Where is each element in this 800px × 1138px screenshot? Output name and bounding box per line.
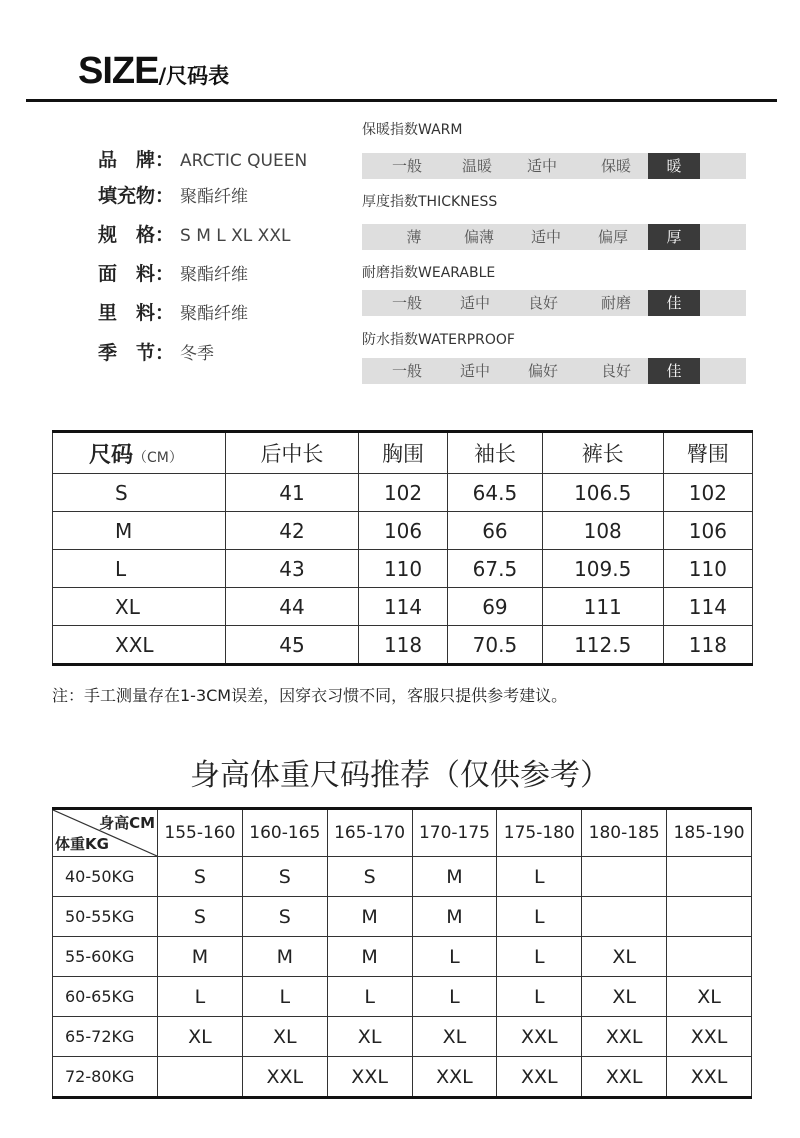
- size-cell: [667, 937, 752, 977]
- header-unit: （CM）: [133, 449, 183, 466]
- table-row: [53, 1017, 752, 1057]
- size-cell: XL: [582, 937, 667, 977]
- weight-cell: 40-50KG: [53, 857, 158, 897]
- size-cell: XXL: [327, 1057, 412, 1098]
- size-cell: S: [158, 897, 243, 937]
- index-level: 适中: [459, 294, 490, 312]
- index-level: 适中: [459, 362, 490, 380]
- corner-label-height: 身高CM: [99, 814, 155, 832]
- size-cell: XL: [667, 977, 752, 1017]
- header-cell-size: [53, 432, 226, 474]
- height-header: 170-175: [412, 809, 497, 857]
- size-cell: XL: [327, 1017, 412, 1057]
- info-value: 聚酯纤维: [180, 304, 249, 324]
- size-cell: XXL: [667, 1057, 752, 1098]
- index-label-waterproof: 防水指数WATERPROOF: [362, 332, 515, 348]
- corner-label-weight: 体重KG: [55, 835, 109, 853]
- index-bar-waterproof: [362, 358, 746, 384]
- value-cell: 42: [226, 512, 359, 550]
- info-key: 品 牌：: [98, 149, 175, 171]
- size-cell: [667, 897, 752, 937]
- table-row: [53, 550, 753, 588]
- index-level: 保暖: [600, 157, 631, 175]
- height-header: 155-160: [158, 809, 243, 857]
- size-cell: S: [242, 897, 327, 937]
- size-cell: XXL: [497, 1057, 582, 1098]
- index-level: 一般: [391, 157, 422, 175]
- size-cell: XL: [242, 1017, 327, 1057]
- index-level: 适中: [530, 228, 561, 246]
- title-main: SIZE: [78, 50, 159, 92]
- weight-cell: 65-72KG: [53, 1017, 158, 1057]
- value-cell: 64.5: [448, 474, 543, 512]
- index-level-selected: 暖: [648, 153, 700, 179]
- size-cell: XXL: [412, 1057, 497, 1098]
- index-level-selected: 厚: [648, 224, 700, 250]
- info-lining: [98, 298, 248, 325]
- info-key: 填充物：: [98, 185, 175, 207]
- table-row: [53, 977, 752, 1017]
- size-cell: S: [53, 474, 226, 512]
- table-row: [53, 937, 752, 977]
- table-header-row: [53, 809, 752, 857]
- value-cell: 112.5: [542, 626, 663, 665]
- size-cell: L: [53, 550, 226, 588]
- header-cell: 后中长: [226, 432, 359, 474]
- recommend-table: [52, 807, 752, 1099]
- size-cell: L: [242, 977, 327, 1017]
- size-cell: L: [327, 977, 412, 1017]
- index-bar-thickness: [362, 224, 746, 250]
- header-cell: 裤长: [542, 432, 663, 474]
- header-cell: 胸围: [358, 432, 447, 474]
- size-cell: S: [242, 857, 327, 897]
- value-cell: 111: [542, 588, 663, 626]
- size-cell: L: [412, 937, 497, 977]
- value-cell: 44: [226, 588, 359, 626]
- value-cell: 67.5: [448, 550, 543, 588]
- size-cell: M: [242, 937, 327, 977]
- index-level: 良好: [600, 362, 631, 380]
- title-sub: /尺码表: [158, 64, 230, 88]
- index-level-selected: 佳: [648, 358, 700, 384]
- info-spec: [98, 220, 290, 247]
- index-level: 一般: [391, 294, 422, 312]
- size-cell: [582, 897, 667, 937]
- measurement-note: 注：手工测量存在1-3CM误差，因穿衣习惯不同，客服只提供参考建议。: [52, 686, 568, 705]
- value-cell: 66: [448, 512, 543, 550]
- size-cell: XXL: [667, 1017, 752, 1057]
- header-cell: 臀围: [663, 432, 752, 474]
- table-row: [53, 857, 752, 897]
- value-cell: 110: [358, 550, 447, 588]
- size-cell: XXL: [582, 1017, 667, 1057]
- size-cell: [158, 1057, 243, 1098]
- size-cell: S: [158, 857, 243, 897]
- index-level: 良好: [527, 294, 558, 312]
- weight-cell: 55-60KG: [53, 937, 158, 977]
- index-level: 薄: [406, 228, 422, 246]
- size-cell: XL: [412, 1017, 497, 1057]
- size-cell: XXL: [53, 626, 226, 665]
- table-row: [53, 1057, 752, 1098]
- value-cell: 45: [226, 626, 359, 665]
- size-cell: L: [497, 897, 582, 937]
- index-level: 耐磨: [600, 294, 631, 312]
- value-cell: 118: [358, 626, 447, 665]
- size-cell: M: [327, 897, 412, 937]
- index-label-wearable: 耐磨指数WEARABLE: [362, 265, 496, 281]
- info-value: S M L XL XXL: [180, 226, 291, 246]
- table-row: [53, 897, 752, 937]
- size-cell: L: [497, 937, 582, 977]
- index-level: 偏薄: [463, 228, 494, 246]
- index-bar-wearable: [362, 290, 746, 316]
- size-table: [52, 430, 753, 666]
- size-cell: XL: [582, 977, 667, 1017]
- height-header: 180-185: [582, 809, 667, 857]
- info-value: 冬季: [180, 344, 215, 364]
- value-cell: 102: [358, 474, 447, 512]
- size-cell: XXL: [582, 1057, 667, 1098]
- height-header: 165-170: [327, 809, 412, 857]
- index-level: 偏厚: [597, 228, 628, 246]
- info-filling: [98, 181, 248, 208]
- index-label-warm: 保暖指数WARM: [362, 122, 463, 138]
- info-shell: [98, 259, 248, 286]
- weight-cell: 60-65KG: [53, 977, 158, 1017]
- index-level: 温暖: [461, 157, 492, 175]
- height-header: 160-165: [242, 809, 327, 857]
- size-cell: L: [158, 977, 243, 1017]
- info-key: 季 节：: [98, 342, 175, 364]
- info-value: ARCTIC QUEEN: [180, 151, 308, 171]
- size-cell: M: [158, 937, 243, 977]
- info-key: 规 格：: [98, 224, 175, 246]
- info-season: [98, 338, 214, 365]
- table-header-row: [53, 432, 753, 474]
- value-cell: 114: [358, 588, 447, 626]
- table-row: [53, 512, 753, 550]
- weight-cell: 72-80KG: [53, 1057, 158, 1098]
- value-cell: 106: [663, 512, 752, 550]
- size-cell: L: [412, 977, 497, 1017]
- size-cell: L: [497, 857, 582, 897]
- value-cell: 43: [226, 550, 359, 588]
- index-level: 偏好: [527, 362, 558, 380]
- height-header: 175-180: [497, 809, 582, 857]
- size-cell: XL: [158, 1017, 243, 1057]
- table-row: [53, 474, 753, 512]
- size-cell: [667, 857, 752, 897]
- size-cell: M: [53, 512, 226, 550]
- value-cell: 106: [358, 512, 447, 550]
- size-cell: M: [327, 937, 412, 977]
- info-key: 里 料：: [98, 302, 175, 324]
- size-cell: XXL: [242, 1057, 327, 1098]
- size-cell: XXL: [497, 1017, 582, 1057]
- info-value: 聚酯纤维: [180, 265, 249, 285]
- index-level: 适中: [526, 157, 557, 175]
- size-cell: M: [412, 857, 497, 897]
- info-key: 面 料：: [98, 263, 175, 285]
- size-cell: S: [327, 857, 412, 897]
- size-cell: XL: [53, 588, 226, 626]
- page-title: [78, 50, 229, 93]
- header-cell: 袖长: [448, 432, 543, 474]
- info-value: 聚酯纤维: [180, 187, 249, 207]
- title-divider: [26, 99, 777, 102]
- value-cell: 109.5: [542, 550, 663, 588]
- value-cell: 118: [663, 626, 752, 665]
- table-row: [53, 626, 753, 665]
- value-cell: 41: [226, 474, 359, 512]
- size-cell: L: [497, 977, 582, 1017]
- value-cell: 110: [663, 550, 752, 588]
- size-cell: M: [412, 897, 497, 937]
- value-cell: 114: [663, 588, 752, 626]
- index-level-selected: 佳: [648, 290, 700, 316]
- value-cell: 102: [663, 474, 752, 512]
- value-cell: 108: [542, 512, 663, 550]
- index-label-thickness: 厚度指数THICKNESS: [362, 194, 498, 210]
- index-bar-warm: [362, 153, 746, 179]
- info-brand: [98, 145, 307, 172]
- recommend-title: 身高体重尺码推荐（仅供参考）: [190, 758, 610, 793]
- table-row: [53, 588, 753, 626]
- header-label: 尺码: [89, 442, 134, 468]
- value-cell: 106.5: [542, 474, 663, 512]
- size-cell: [582, 857, 667, 897]
- weight-cell: 50-55KG: [53, 897, 158, 937]
- corner-cell: [53, 809, 158, 857]
- value-cell: 70.5: [448, 626, 543, 665]
- index-level: 一般: [391, 362, 422, 380]
- height-header: 185-190: [667, 809, 752, 857]
- value-cell: 69: [448, 588, 543, 626]
